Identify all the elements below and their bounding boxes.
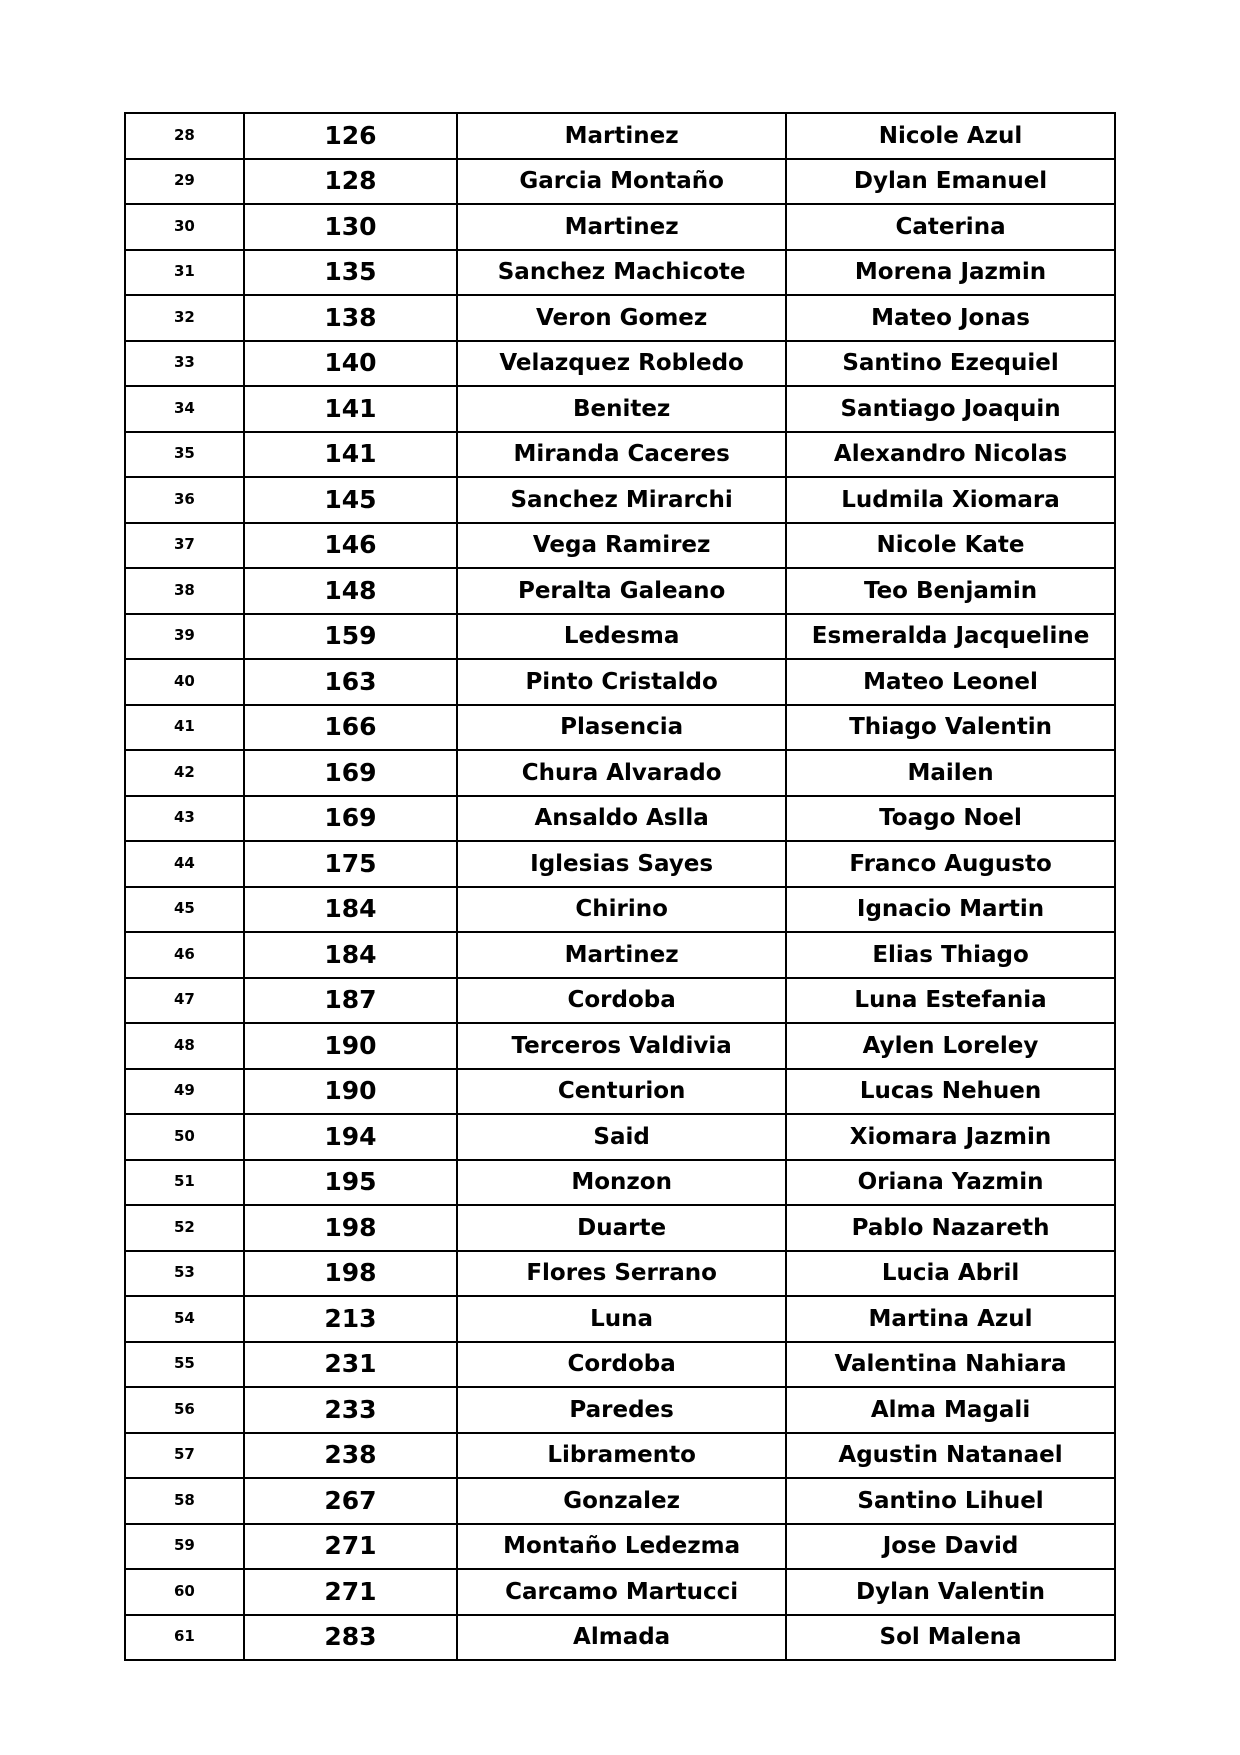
cell-firstname: Caterina	[786, 204, 1115, 250]
cell-firstname: Mateo Leonel	[786, 659, 1115, 705]
cell-index: 52	[125, 1205, 244, 1251]
cell-firstname: Santiago Joaquin	[786, 386, 1115, 432]
cell-lastname: Sanchez Mirarchi	[457, 477, 786, 523]
cell-number: 166	[244, 705, 457, 751]
cell-firstname: Ignacio Martin	[786, 887, 1115, 933]
cell-number: 187	[244, 978, 457, 1024]
cell-lastname: Carcamo Martucci	[457, 1569, 786, 1615]
cell-firstname: Morena Jazmin	[786, 250, 1115, 296]
table-row	[125, 932, 1115, 978]
cell-number: 213	[244, 1296, 457, 1342]
cell-lastname: Flores Serrano	[457, 1251, 786, 1297]
table-row	[125, 1524, 1115, 1570]
cell-lastname: Martinez	[457, 204, 786, 250]
table-row	[125, 750, 1115, 796]
cell-number: 195	[244, 1160, 457, 1206]
cell-index: 36	[125, 477, 244, 523]
cell-firstname: Agustin Natanael	[786, 1433, 1115, 1479]
cell-number: 175	[244, 841, 457, 887]
cell-firstname: Valentina Nahiara	[786, 1342, 1115, 1388]
cell-number: 128	[244, 159, 457, 205]
cell-index: 39	[125, 614, 244, 660]
cell-number: 198	[244, 1251, 457, 1297]
cell-firstname: Mateo Jonas	[786, 295, 1115, 341]
cell-lastname: Cordoba	[457, 978, 786, 1024]
cell-number: 169	[244, 796, 457, 842]
cell-firstname: Alexandro Nicolas	[786, 432, 1115, 478]
table-row	[125, 523, 1115, 569]
cell-lastname: Martinez	[457, 113, 786, 159]
cell-lastname: Miranda Caceres	[457, 432, 786, 478]
cell-lastname: Sanchez Machicote	[457, 250, 786, 296]
table-row	[125, 887, 1115, 933]
cell-firstname: Nicole Azul	[786, 113, 1115, 159]
table-row	[125, 113, 1115, 159]
cell-lastname: Montaño Ledezma	[457, 1524, 786, 1570]
roster-table	[124, 112, 1116, 1661]
cell-number: 140	[244, 341, 457, 387]
cell-number: 238	[244, 1433, 457, 1479]
cell-lastname: Gonzalez	[457, 1478, 786, 1524]
cell-number: 159	[244, 614, 457, 660]
cell-lastname: Pinto Cristaldo	[457, 659, 786, 705]
table-row	[125, 659, 1115, 705]
cell-lastname: Cordoba	[457, 1342, 786, 1388]
cell-index: 29	[125, 159, 244, 205]
cell-number: 267	[244, 1478, 457, 1524]
cell-firstname: Mailen	[786, 750, 1115, 796]
table-row	[125, 159, 1115, 205]
cell-index: 59	[125, 1524, 244, 1570]
cell-firstname: Ludmila Xiomara	[786, 477, 1115, 523]
table-row	[125, 796, 1115, 842]
cell-lastname: Said	[457, 1114, 786, 1160]
roster-table-body	[125, 113, 1115, 1660]
cell-firstname: Alma Magali	[786, 1387, 1115, 1433]
cell-firstname: Teo Benjamin	[786, 568, 1115, 614]
cell-lastname: Centurion	[457, 1069, 786, 1115]
cell-index: 53	[125, 1251, 244, 1297]
cell-index: 56	[125, 1387, 244, 1433]
cell-lastname: Chirino	[457, 887, 786, 933]
cell-firstname: Thiago Valentin	[786, 705, 1115, 751]
cell-index: 34	[125, 386, 244, 432]
cell-lastname: Ledesma	[457, 614, 786, 660]
cell-firstname: Martina Azul	[786, 1296, 1115, 1342]
table-row	[125, 1251, 1115, 1297]
cell-lastname: Libramento	[457, 1433, 786, 1479]
cell-index: 50	[125, 1114, 244, 1160]
cell-index: 40	[125, 659, 244, 705]
cell-lastname: Garcia Montaño	[457, 159, 786, 205]
table-row	[125, 1296, 1115, 1342]
cell-number: 126	[244, 113, 457, 159]
table-row	[125, 568, 1115, 614]
cell-number: 145	[244, 477, 457, 523]
table-row	[125, 1342, 1115, 1388]
cell-firstname: Santino Ezequiel	[786, 341, 1115, 387]
table-row	[125, 250, 1115, 296]
cell-firstname: Aylen Loreley	[786, 1023, 1115, 1069]
cell-index: 28	[125, 113, 244, 159]
cell-number: 138	[244, 295, 457, 341]
cell-firstname: Xiomara Jazmin	[786, 1114, 1115, 1160]
cell-index: 51	[125, 1160, 244, 1206]
table-row	[125, 1069, 1115, 1115]
table-row	[125, 1569, 1115, 1615]
cell-firstname: Dylan Valentin	[786, 1569, 1115, 1615]
table-row	[125, 432, 1115, 478]
cell-lastname: Terceros Valdivia	[457, 1023, 786, 1069]
cell-lastname: Chura Alvarado	[457, 750, 786, 796]
cell-lastname: Iglesias Sayes	[457, 841, 786, 887]
cell-firstname: Dylan Emanuel	[786, 159, 1115, 205]
cell-index: 43	[125, 796, 244, 842]
table-row	[125, 614, 1115, 660]
cell-number: 130	[244, 204, 457, 250]
cell-index: 55	[125, 1342, 244, 1388]
cell-firstname: Lucas Nehuen	[786, 1069, 1115, 1115]
cell-number: 184	[244, 887, 457, 933]
cell-number: 283	[244, 1615, 457, 1661]
table-row	[125, 1478, 1115, 1524]
cell-lastname: Monzon	[457, 1160, 786, 1206]
table-row	[125, 1114, 1115, 1160]
table-row	[125, 978, 1115, 1024]
table-row	[125, 705, 1115, 751]
cell-lastname: Plasencia	[457, 705, 786, 751]
table-row	[125, 1387, 1115, 1433]
cell-number: 190	[244, 1023, 457, 1069]
cell-lastname: Almada	[457, 1615, 786, 1661]
cell-index: 61	[125, 1615, 244, 1661]
cell-firstname: Sol Malena	[786, 1615, 1115, 1661]
cell-number: 169	[244, 750, 457, 796]
cell-firstname: Nicole Kate	[786, 523, 1115, 569]
cell-number: 135	[244, 250, 457, 296]
cell-number: 190	[244, 1069, 457, 1115]
cell-number: 231	[244, 1342, 457, 1388]
cell-index: 30	[125, 204, 244, 250]
cell-firstname: Toago Noel	[786, 796, 1115, 842]
cell-number: 184	[244, 932, 457, 978]
cell-index: 38	[125, 568, 244, 614]
cell-index: 60	[125, 1569, 244, 1615]
cell-firstname: Pablo Nazareth	[786, 1205, 1115, 1251]
cell-index: 33	[125, 341, 244, 387]
table-row	[125, 295, 1115, 341]
cell-number: 146	[244, 523, 457, 569]
cell-index: 46	[125, 932, 244, 978]
roster-table-wrapper	[124, 112, 1116, 1661]
cell-index: 41	[125, 705, 244, 751]
cell-lastname: Benitez	[457, 386, 786, 432]
cell-lastname: Ansaldo Aslla	[457, 796, 786, 842]
cell-number: 141	[244, 432, 457, 478]
cell-number: 194	[244, 1114, 457, 1160]
cell-firstname: Santino Lihuel	[786, 1478, 1115, 1524]
cell-lastname: Velazquez Robledo	[457, 341, 786, 387]
table-row	[125, 1160, 1115, 1206]
cell-number: 233	[244, 1387, 457, 1433]
cell-number: 163	[244, 659, 457, 705]
cell-lastname: Peralta Galeano	[457, 568, 786, 614]
cell-number: 141	[244, 386, 457, 432]
cell-number: 148	[244, 568, 457, 614]
cell-number: 198	[244, 1205, 457, 1251]
table-row	[125, 204, 1115, 250]
cell-lastname: Paredes	[457, 1387, 786, 1433]
table-row	[125, 1205, 1115, 1251]
cell-number: 271	[244, 1524, 457, 1570]
cell-index: 35	[125, 432, 244, 478]
table-row	[125, 1615, 1115, 1661]
cell-index: 48	[125, 1023, 244, 1069]
cell-lastname: Martinez	[457, 932, 786, 978]
cell-firstname: Esmeralda Jacqueline	[786, 614, 1115, 660]
cell-index: 37	[125, 523, 244, 569]
cell-index: 47	[125, 978, 244, 1024]
cell-firstname: Luna Estefania	[786, 978, 1115, 1024]
table-row	[125, 1023, 1115, 1069]
cell-lastname: Duarte	[457, 1205, 786, 1251]
table-row	[125, 477, 1115, 523]
cell-index: 42	[125, 750, 244, 796]
cell-lastname: Luna	[457, 1296, 786, 1342]
cell-lastname: Vega Ramirez	[457, 523, 786, 569]
cell-firstname: Franco Augusto	[786, 841, 1115, 887]
cell-number: 271	[244, 1569, 457, 1615]
table-row	[125, 1433, 1115, 1479]
cell-firstname: Jose David	[786, 1524, 1115, 1570]
cell-index: 54	[125, 1296, 244, 1342]
cell-index: 49	[125, 1069, 244, 1115]
cell-index: 58	[125, 1478, 244, 1524]
cell-index: 32	[125, 295, 244, 341]
cell-lastname: Veron Gomez	[457, 295, 786, 341]
table-row	[125, 341, 1115, 387]
cell-index: 31	[125, 250, 244, 296]
cell-index: 45	[125, 887, 244, 933]
cell-firstname: Elias Thiago	[786, 932, 1115, 978]
cell-index: 57	[125, 1433, 244, 1479]
table-row	[125, 386, 1115, 432]
cell-firstname: Lucia Abril	[786, 1251, 1115, 1297]
cell-index: 44	[125, 841, 244, 887]
table-row	[125, 841, 1115, 887]
cell-firstname: Oriana Yazmin	[786, 1160, 1115, 1206]
